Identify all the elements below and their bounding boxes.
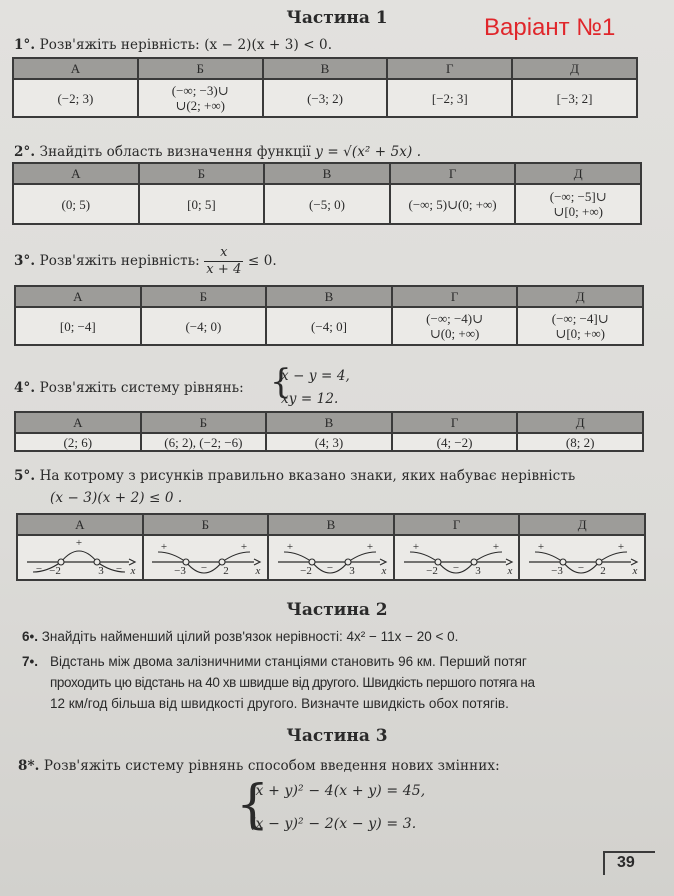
answer-a[interactable]: (0; 5) [13, 184, 139, 224]
answer-d[interactable]: (−∞; −5]∪ ∪[0; +∞) [515, 184, 641, 224]
sign-label: − [326, 562, 334, 574]
root-label-right: 2 [600, 565, 606, 576]
answer-v[interactable]: (−3; 2) [263, 79, 388, 117]
root-label-right: 3 [98, 565, 104, 576]
system-brace-8: { [236, 775, 270, 835]
sign-chart-b [144, 536, 266, 576]
letter-b: Б [139, 163, 265, 184]
answer-b[interactable]: (−∞; −3)∪ ∪(2; +∞) [138, 79, 263, 117]
letter-g: Г [392, 412, 518, 433]
fraction-numerator: x [204, 245, 243, 262]
question-7-line-1: Відстань між двома залізничними станціями становить 96 км. Перший потяг [50, 654, 527, 669]
letter-v: В [266, 412, 392, 433]
letter-b: Б [141, 412, 267, 433]
sign-chart-g [396, 536, 518, 576]
root-label-left: −3 [174, 565, 187, 576]
system8-eq-2: (x − y)² − 2(x − y) = 3. [250, 816, 417, 832]
axis-label: x [130, 565, 136, 576]
letter-g: Г [392, 286, 518, 307]
letter-d: Д [517, 286, 643, 307]
letter-a: А [13, 58, 138, 79]
sign-label: − [452, 562, 459, 574]
question-3-text: Розв'яжіть нерівність: [39, 253, 200, 269]
axis-label: x [255, 565, 261, 576]
answers-row [15, 433, 643, 451]
answer-d[interactable]: (−∞; −4]∪ ∪[0; +∞) [517, 307, 643, 345]
answers-table-5 [16, 513, 646, 581]
question-3-number: 3°. [14, 253, 36, 269]
question-8 [18, 758, 500, 774]
root-label-right: 3 [474, 565, 481, 576]
answer-v[interactable]: (−5; 0) [264, 184, 390, 224]
question-3-fraction [204, 245, 243, 278]
letter-a: А [13, 163, 139, 184]
root-label-right: 2 [223, 565, 230, 576]
question-7-num: 7•. [22, 654, 38, 669]
letter-g: Г [394, 514, 520, 535]
axis-label: x [381, 565, 387, 576]
letter-b: Б [138, 58, 263, 79]
question-5-formula: (x − 3)(x + 2) ≤ 0 . [50, 490, 183, 506]
answers-row [15, 307, 643, 345]
answer-v[interactable] [268, 535, 394, 580]
answer-d[interactable] [519, 535, 645, 580]
sign-label: − [201, 562, 208, 574]
question-3 [14, 245, 277, 278]
letter-b: Б [141, 286, 267, 307]
letters-row [15, 412, 643, 433]
sign-label: + [241, 541, 248, 553]
system-eq-1: x − y = 4, [281, 368, 350, 384]
question-4 [14, 380, 244, 396]
sign-label: + [366, 541, 374, 553]
sign-label: + [161, 541, 168, 553]
question-4-number: 4°. [14, 380, 36, 396]
question-8-number: 8*. [18, 758, 40, 774]
sign-label: − [115, 563, 122, 575]
answer-a[interactable]: (2; 6) [15, 433, 141, 451]
letter-b: Б [143, 514, 269, 535]
answer-a[interactable]: [0; −4] [15, 307, 141, 345]
answer-g[interactable]: (−∞; −4)∪ ∪(0; +∞) [392, 307, 518, 345]
root-label-left: −2 [300, 565, 312, 576]
letter-d: Д [519, 514, 645, 535]
letter-g: Г [390, 163, 516, 184]
answers-row [13, 79, 637, 117]
fraction-denominator: x + 4 [206, 262, 242, 277]
answer-g[interactable] [394, 535, 520, 580]
figures-row [17, 535, 645, 580]
letter-v: В [266, 286, 392, 307]
letter-d: Д [512, 58, 637, 79]
system-eq-2: xy = 12. [281, 391, 339, 407]
question-5-number: 5°. [14, 468, 36, 484]
sign-chart-v [270, 536, 392, 576]
sign-chart-d [521, 536, 643, 576]
part1-title: Частина 1 [286, 8, 388, 28]
letter-v: В [264, 163, 390, 184]
answer-g[interactable]: [−2; 3] [387, 79, 512, 117]
question-7-line-2: проходить цю відстань на 40 хв швидше від другого. Швидкість першого потяга на [50, 675, 535, 690]
letter-d: Д [515, 163, 641, 184]
question-7-number [22, 652, 38, 672]
answer-b[interactable]: [0; 5] [139, 184, 265, 224]
answer-a[interactable] [17, 535, 143, 580]
letters-row [13, 58, 637, 79]
question-5-text: На котрому з рисунків правильно вказано знаки, яких набуває нерівність [39, 468, 576, 484]
sign-label: + [538, 541, 545, 553]
answers-row [13, 184, 641, 224]
sign-label: + [412, 541, 419, 553]
system8-eq-1: (x + y)² − 4(x + y) = 45, [250, 783, 426, 799]
question-7-line-3: 12 км/год більша від швидкості другого. Визначте швидкість обох потягів. [50, 696, 509, 711]
question-1 [14, 37, 332, 53]
letters-row [17, 514, 645, 535]
letter-g: Г [387, 58, 512, 79]
answers-table-2 [12, 162, 642, 225]
sign-label: − [35, 563, 42, 575]
answer-a[interactable]: (−2; 3) [13, 79, 138, 117]
sign-label: + [286, 541, 294, 553]
answer-d[interactable]: (8; 2) [517, 433, 643, 451]
page-number: 39 [617, 854, 635, 871]
answer-b[interactable]: (6; 2), (−2; −6) [141, 433, 267, 451]
letter-a: А [17, 514, 143, 535]
letter-v: В [268, 514, 394, 535]
answer-b[interactable]: (−4; 0) [141, 307, 267, 345]
question-2 [14, 144, 421, 160]
root-label-left: −3 [551, 565, 564, 576]
question-6 [22, 627, 458, 647]
axis-label: x [507, 565, 513, 576]
sign-label: + [492, 541, 499, 553]
answers-table-3 [14, 285, 644, 346]
root-label-left: −2 [48, 565, 61, 576]
question-8-text: Розв'яжіть систему рівнянь способом введення нових змінних: [43, 758, 500, 774]
part3-title: Частина 3 [286, 726, 388, 746]
part2-title: Частина 2 [286, 600, 388, 620]
question-1-text: Розв'яжіть нерівність: (x − 2)(x + 3) < 0. [39, 37, 333, 53]
question-2-formula: y = √(x² + 5x) . [315, 144, 422, 160]
answer-d[interactable]: [−3; 2] [512, 79, 637, 117]
question-5 [14, 468, 575, 484]
answer-v[interactable]: (−4; 0] [266, 307, 392, 345]
answer-b[interactable] [143, 535, 269, 580]
root-label-left: −2 [425, 565, 438, 576]
answers-table-1 [12, 57, 638, 118]
question-3-relation: ≤ 0. [247, 253, 277, 269]
sign-label: + [618, 541, 625, 553]
letters-row [15, 286, 643, 307]
answers-table-4 [14, 411, 644, 452]
question-2-text: Знайдіть область визначення функції [39, 144, 311, 160]
letter-a: А [15, 286, 141, 307]
question-4-text: Розв'яжіть систему рівнянь: [39, 380, 244, 396]
sign-label: − [578, 562, 585, 574]
root-label-right: 3 [349, 565, 355, 576]
question-2-number: 2°. [14, 144, 36, 160]
question-1-number: 1°. [14, 37, 36, 53]
sign-label: + [75, 537, 82, 549]
answer-v[interactable]: (4; 3) [266, 433, 392, 451]
question-6-text: Знайдіть найменший цілий розв'язок нерівності: 4x² − 11x − 20 < 0. [41, 629, 459, 644]
question-6-number: 6•. [22, 629, 38, 644]
answer-g[interactable]: (4; −2) [392, 433, 518, 451]
letter-v: В [263, 58, 388, 79]
variant-label: Варіант №1 [484, 14, 616, 41]
axis-label: x [632, 565, 638, 576]
answer-g[interactable]: (−∞; 5)∪(0; +∞) [390, 184, 516, 224]
letter-d: Д [517, 412, 643, 433]
letters-row [13, 163, 641, 184]
letter-a: А [15, 412, 141, 433]
system-brace-4: { [270, 362, 292, 402]
sign-chart-a [19, 536, 141, 576]
